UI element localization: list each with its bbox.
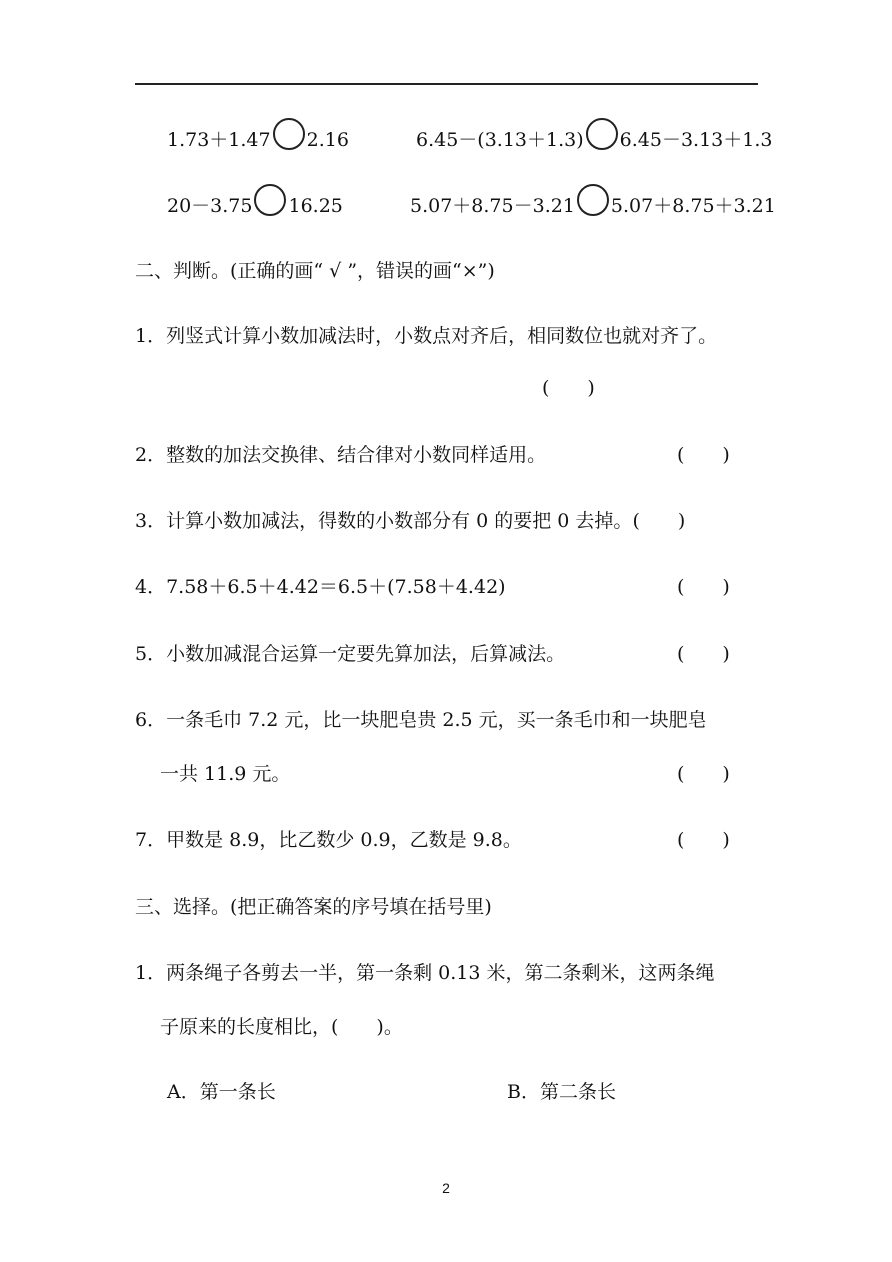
- answer-paren-2[interactable]: ( ): [677, 444, 730, 466]
- judge-item-4: 4．7.58＋6.5＋4.42＝6.5＋(7.58＋4.42): [135, 576, 506, 598]
- answer-paren-3[interactable]: ( ): [632, 510, 686, 532]
- option-b[interactable]: B．第二条长: [507, 1081, 616, 1103]
- answer-circle[interactable]: [273, 118, 305, 150]
- compare-row2-b: [410, 190, 776, 222]
- compare-expression: 5.07＋8.75＋3.21: [610, 195, 776, 217]
- answer-circle[interactable]: [577, 184, 609, 216]
- judge-item-1: 1．列竖式计算小数加减法时，小数点对齐后，相同数位也就对齐了。: [135, 325, 718, 347]
- judge-item-6: 6．一条毛巾 7.2 元，比一块肥皂贵 2.5 元，买一条毛巾和一块肥皂: [135, 709, 707, 731]
- answer-paren-4[interactable]: ( ): [677, 576, 730, 598]
- compare-row1-a: [167, 124, 349, 156]
- judge-item-6-cont: 一共 11.9 元。: [160, 763, 291, 785]
- answer-paren-6[interactable]: ( ): [677, 763, 730, 785]
- compare-row1-b: [416, 124, 772, 156]
- judge-item-3-text: 3．计算小数加减法，得数的小数部分有 0 的要把 0 去掉。: [135, 510, 633, 532]
- compare-expression: 1.73＋1.47: [167, 129, 271, 151]
- choice-q1-line1: 1．两条绳子各剪去一半，第一条剩 0.13 米，第二条剩米，这两条绳: [135, 962, 715, 984]
- compare-expression: 2.16: [306, 129, 349, 151]
- compare-expression: 6.45－(3.13＋1.3): [416, 129, 584, 151]
- choice-q1-line2: 子原来的长度相比，( )。: [160, 1016, 403, 1038]
- compare-expression: 5.07＋8.75－3.21: [410, 195, 575, 217]
- answer-paren-5[interactable]: ( ): [677, 643, 730, 665]
- judge-item-2: 2．整数的加法交换律、结合律对小数同样适用。: [135, 444, 547, 466]
- compare-expression: 20－3.75: [167, 195, 253, 217]
- answer-paren-7[interactable]: ( ): [677, 829, 730, 851]
- compare-expression: 16.25: [288, 195, 343, 217]
- judge-item-5: 5．小数加减混合运算一定要先算加法，后算减法。: [135, 643, 566, 665]
- answer-paren-1[interactable]: ( ): [542, 377, 595, 399]
- header-rule: [135, 83, 758, 85]
- section3-heading: 三、选择。(把正确答案的序号填在括号里): [135, 896, 492, 918]
- option-a[interactable]: A．第一条长: [167, 1081, 276, 1103]
- compare-expression: 6.45－3.13＋1.3: [619, 129, 773, 151]
- section2-heading: 二、判断。(正确的画“ √ ”，错误的画“×”): [135, 260, 495, 282]
- compare-row2-a: [167, 190, 343, 222]
- page-number: 2: [442, 1180, 450, 1196]
- answer-circle[interactable]: [254, 184, 286, 216]
- judge-item-7: 7．甲数是 8.9，比乙数少 0.9，乙数是 9.8。: [135, 829, 522, 851]
- answer-circle[interactable]: [586, 118, 618, 150]
- judge-item-3: [135, 508, 685, 534]
